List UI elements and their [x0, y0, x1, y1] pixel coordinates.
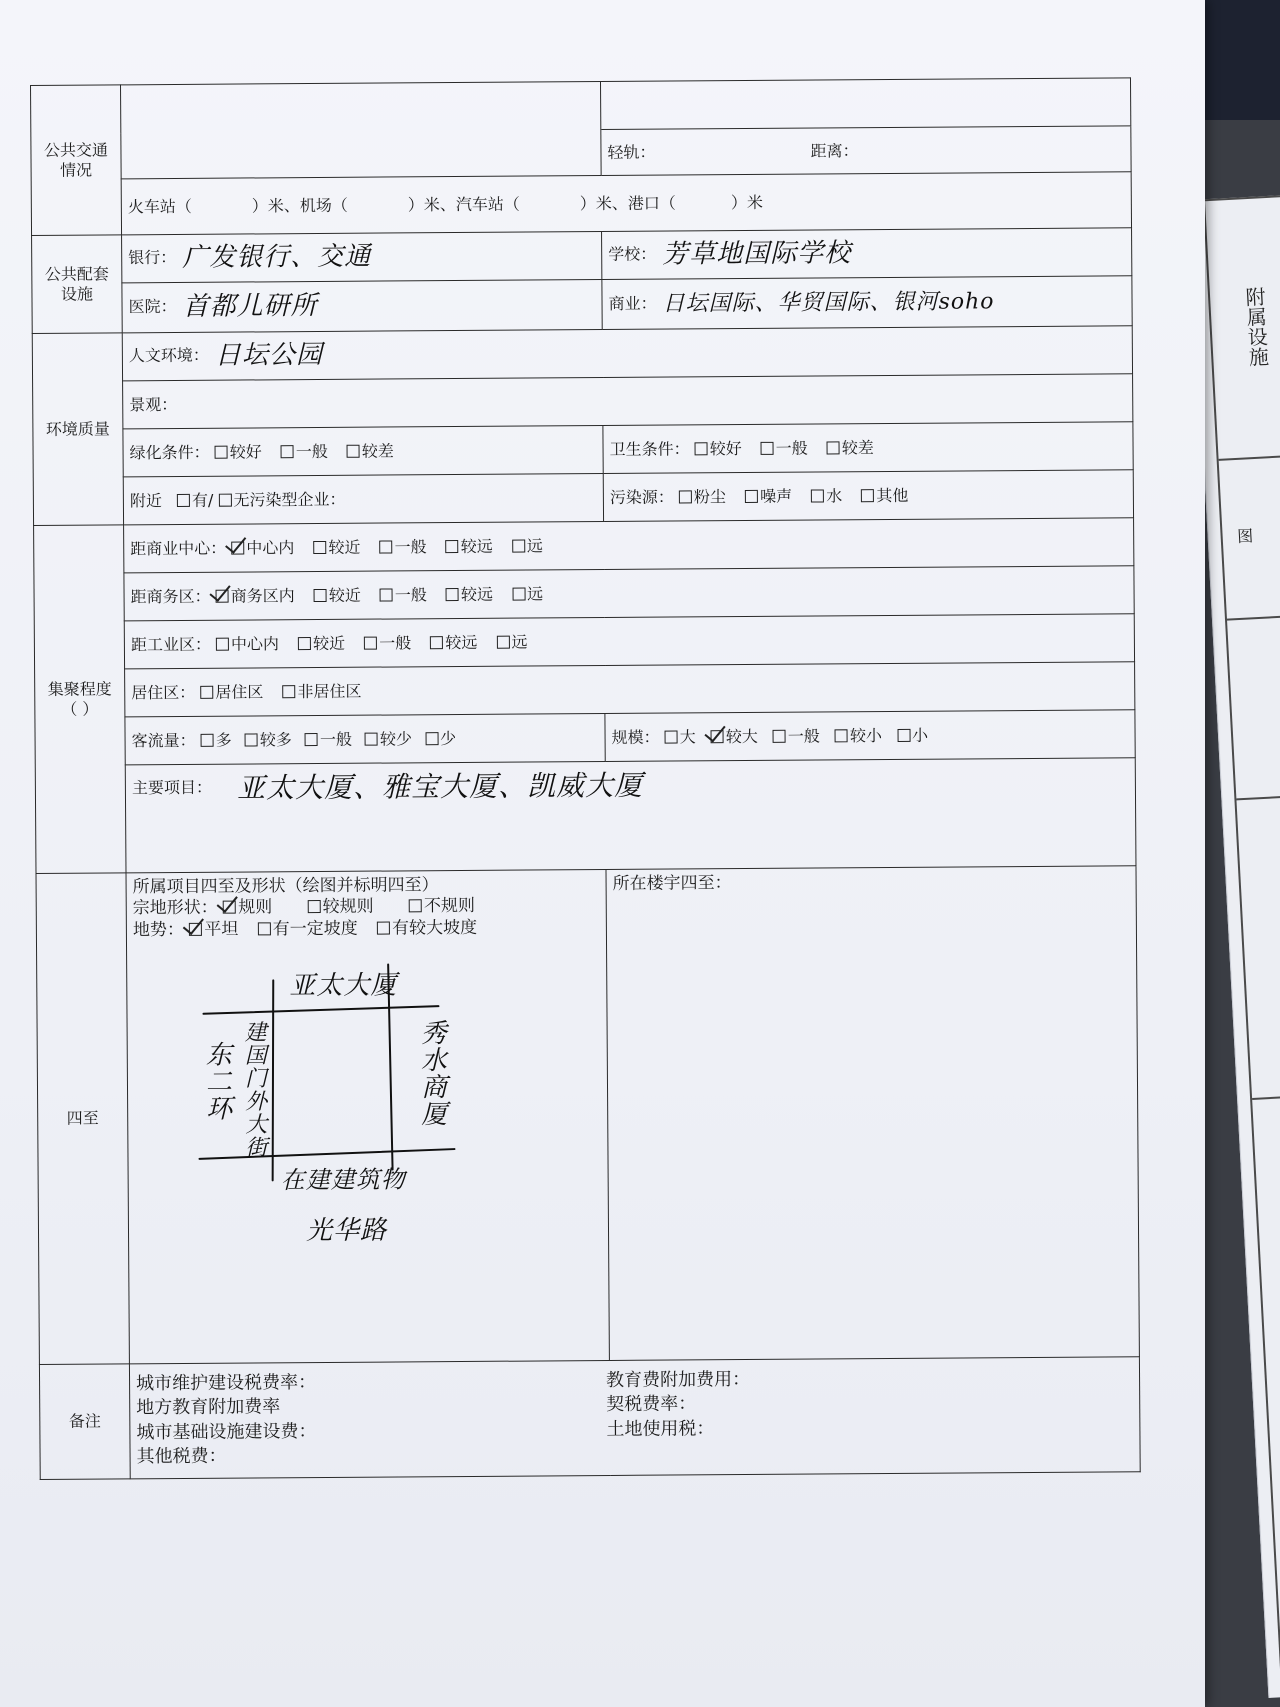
- school-label: 学校：: [608, 244, 657, 264]
- hospital-value: 首都儿研所: [182, 291, 318, 323]
- background-mark: 图: [1234, 527, 1255, 545]
- background-title: 附属设施: [1241, 286, 1270, 368]
- pollution-dust[interactable]: 粉尘: [679, 487, 726, 506]
- note-infrastructure-fee: 城市基础设施建设费：: [136, 1420, 317, 1444]
- airport-label: ）米、机场（: [251, 195, 348, 215]
- pollution-label: 污染源：: [609, 487, 674, 507]
- greening-average[interactable]: 一般: [281, 441, 328, 460]
- res-no[interactable]: 非居住区: [282, 681, 361, 701]
- bd-far[interactable]: 远: [512, 584, 543, 603]
- project-boundary-cell: [126, 869, 609, 1363]
- traffic-less[interactable]: 较少: [365, 729, 412, 748]
- business-district-label: 距商务区：: [130, 586, 211, 606]
- cc-far[interactable]: 远: [512, 536, 543, 555]
- boundary-sketch: [133, 938, 603, 1361]
- note-urban-tax: 城市维护建设税费率：: [135, 1371, 317, 1395]
- cc-near[interactable]: 较近: [313, 537, 360, 556]
- projects-label: 主要项目：: [131, 777, 212, 798]
- traffic-cell: [125, 714, 605, 765]
- sketch-east: 秀水商厦: [416, 1018, 447, 1128]
- bd-near[interactable]: 较近: [314, 585, 361, 604]
- shape-irregular[interactable]: 不规则: [409, 896, 475, 916]
- projects-value: 亚太大厦、雅宝大厦、凯威大厦: [236, 768, 644, 805]
- background-table: [1203, 194, 1280, 1697]
- port-label: ）米、港口（: [579, 192, 676, 213]
- bd-average[interactable]: 一般: [380, 585, 427, 604]
- nearby-has-option[interactable]: 有/: [177, 490, 214, 509]
- distance-label: 距离：: [810, 140, 859, 161]
- survey-form: [30, 77, 1140, 1510]
- note-deed-tax: 契税费率：: [606, 1393, 697, 1416]
- scale-average[interactable]: 一般: [773, 726, 820, 745]
- agglomeration-label-cell: [34, 525, 126, 874]
- cc-average[interactable]: 一般: [379, 537, 426, 556]
- sanitation-label: 卫生条件：: [609, 438, 690, 459]
- terrain-label: 地势：: [132, 919, 184, 940]
- terrain-some-slope[interactable]: 有一定坡度: [258, 918, 358, 939]
- sketch-west-inner: 建国门外大街: [241, 1020, 267, 1159]
- hospital-cell: [122, 280, 602, 333]
- bank-label: 银行：: [128, 247, 177, 268]
- bank-cell: [122, 232, 602, 283]
- culture-cell: [122, 326, 1132, 381]
- greening-good[interactable]: 较好: [215, 442, 262, 461]
- bd-inside[interactable]: 商务区内: [216, 586, 295, 606]
- traffic-more[interactable]: 较多: [245, 730, 292, 749]
- note-education-fee: 教育费附加费用：: [605, 1368, 751, 1391]
- shape-regular[interactable]: 规则: [223, 898, 272, 918]
- scale-cell: [605, 710, 1135, 762]
- note-other-taxes: 其他税费：: [136, 1445, 227, 1468]
- residential-row: [125, 662, 1135, 717]
- bd-far-ish[interactable]: 较远: [446, 584, 493, 603]
- commerce-value: 日坛国际、华贸国际、银河soho: [662, 289, 995, 317]
- boundaries-label: 四至: [36, 873, 129, 1364]
- scale-large[interactable]: 大: [665, 727, 696, 746]
- commerce-label: 商业：: [608, 293, 657, 313]
- nearby-cell: [123, 474, 603, 525]
- sanitation-average[interactable]: 一般: [761, 438, 808, 457]
- commercial-center-row: [124, 518, 1134, 573]
- pollution-other[interactable]: 其他: [861, 485, 908, 504]
- landscape-cell: [123, 374, 1133, 429]
- greening-poor[interactable]: 较差: [347, 441, 394, 460]
- traffic-few[interactable]: 少: [425, 729, 456, 748]
- commerce-cell: [602, 276, 1132, 330]
- facilities-label: 公共配套设施: [32, 235, 123, 334]
- ind-far-ish[interactable]: 较远: [430, 632, 477, 651]
- bus-station-label: ）米、汽车站（: [407, 194, 520, 214]
- commercial-center-label: 距商业中心：: [130, 538, 227, 558]
- pollution-cell: [603, 470, 1133, 522]
- light-rail-row: [601, 126, 1131, 176]
- notes-label: 备注: [39, 1364, 130, 1480]
- sketch-south-inner: 在建建筑物: [280, 1165, 406, 1195]
- scale-larger[interactable]: 较大: [711, 726, 758, 745]
- hospital-label: 医院：: [128, 296, 177, 317]
- ind-near[interactable]: 较近: [298, 633, 345, 652]
- project-boundary-heading: 所属项目四至及形状（绘图并标明四至）: [132, 875, 439, 898]
- sanitation-good[interactable]: 较好: [695, 439, 742, 458]
- ind-average[interactable]: 一般: [364, 633, 411, 652]
- residential-label: 居住区：: [131, 682, 196, 702]
- sketch-south-outer: 光华路: [305, 1215, 388, 1246]
- school-cell: [602, 228, 1132, 280]
- building-boundary-heading: 所在楼宇四至：: [612, 873, 732, 894]
- port-unit: ）米: [730, 192, 763, 212]
- sketch-north: 亚太大厦: [289, 970, 398, 1001]
- notes-list: [136, 1366, 1134, 1469]
- landscape-label: 景观：: [129, 394, 178, 414]
- terrain-steep-slope[interactable]: 有较大坡度: [377, 917, 477, 938]
- note-land-use-tax: 土地使用税：: [606, 1418, 715, 1440]
- res-yes[interactable]: 居住区: [200, 682, 263, 701]
- pollution-noise[interactable]: 噪声: [745, 486, 792, 505]
- shape-label: 宗地形状：: [132, 897, 218, 919]
- greening-cell: [123, 426, 603, 477]
- traffic-many[interactable]: 多: [201, 730, 232, 749]
- note-local-education: 地方教育附加费率: [136, 1396, 281, 1419]
- industrial-label: 距工业区：: [130, 634, 211, 654]
- agglomeration-paren: （ ）: [61, 699, 99, 719]
- projects-row: [125, 758, 1136, 873]
- light-rail-label: 轻轨：: [607, 142, 656, 162]
- sketch-west-outer: 东二环: [201, 1040, 232, 1122]
- scale-small[interactable]: 小: [897, 725, 928, 744]
- terrain-flat[interactable]: 平坦: [189, 919, 238, 939]
- culture-label: 人文环境：: [128, 345, 209, 366]
- environment-label: 环境质量: [32, 333, 123, 526]
- building-boundary-cell: [606, 866, 1139, 1360]
- notes-cell: [129, 1357, 1140, 1479]
- school-value: 芳草地国际学校: [662, 238, 852, 270]
- shape-fairly-regular[interactable]: 较规则: [307, 897, 373, 917]
- greening-label: 绿化条件：: [129, 442, 210, 462]
- agglomeration-label: 集聚程度: [47, 678, 112, 699]
- traffic-label: 客流量：: [131, 730, 196, 750]
- sanitation-poor[interactable]: 较差: [827, 438, 874, 457]
- survey-table: [30, 77, 1141, 1479]
- culture-value: 日坛公园: [214, 340, 324, 371]
- nearby-label: 附近: [129, 490, 162, 510]
- transport-label: 公共交通情况: [31, 85, 122, 236]
- stations-row: [121, 172, 1131, 235]
- traffic-average[interactable]: 一般: [305, 729, 352, 748]
- cc-inside[interactable]: 中心内: [231, 538, 294, 557]
- scale-smaller[interactable]: 较小: [835, 726, 882, 745]
- nearby-none-option[interactable]: 无污染型企业：: [218, 489, 345, 509]
- scale-label: 规模：: [611, 727, 660, 747]
- ind-inside[interactable]: 中心内: [216, 634, 279, 653]
- train-station-label: 火车站（: [127, 196, 192, 216]
- bank-value: 广发银行、交通: [182, 241, 372, 274]
- industrial-row: [124, 614, 1134, 669]
- business-district-row: [124, 566, 1134, 621]
- sanitation-cell: [603, 422, 1133, 474]
- ind-far[interactable]: 远: [496, 632, 527, 651]
- pollution-water[interactable]: 水: [811, 486, 842, 505]
- cc-far-ish[interactable]: 较远: [446, 536, 493, 555]
